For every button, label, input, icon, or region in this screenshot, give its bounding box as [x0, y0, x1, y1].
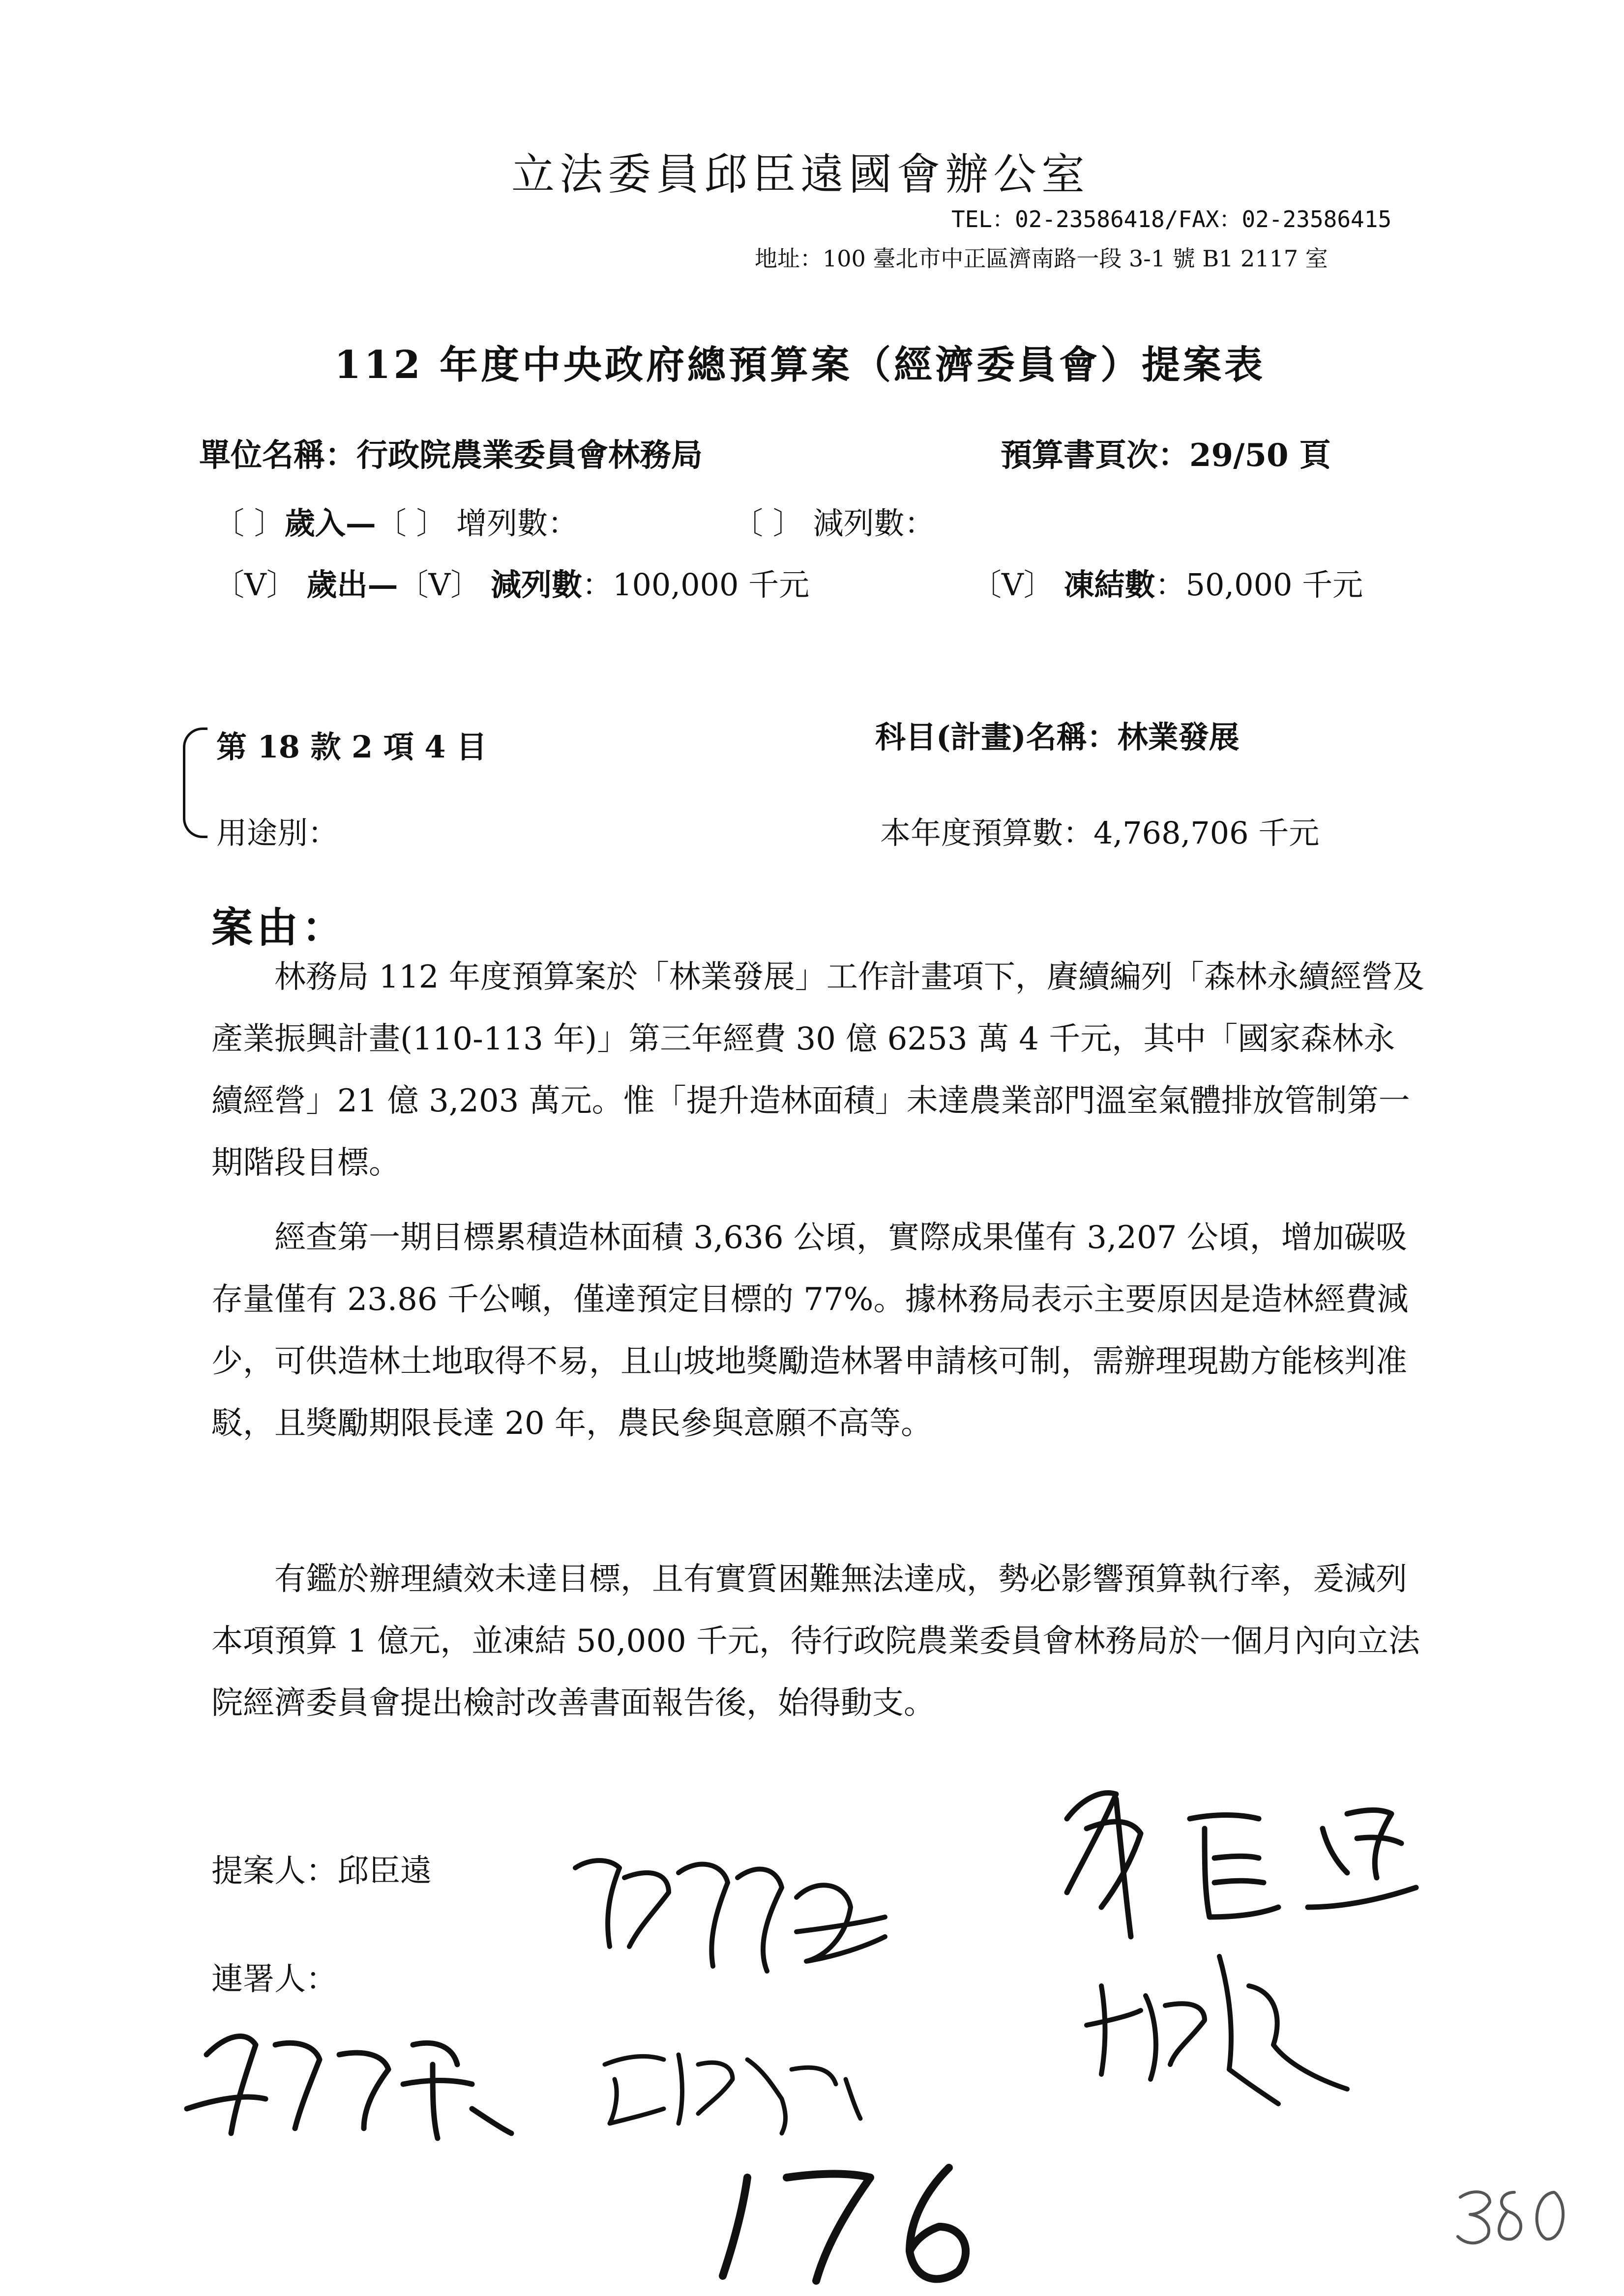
revenue-label: 歲入—	[284, 505, 376, 541]
signature-center	[605, 2055, 860, 2133]
revenue-increase-label: 增列數：	[456, 505, 579, 541]
proposer-name: 邱臣遠	[337, 1853, 432, 1889]
signature-right	[1087, 1956, 1347, 2104]
proposer-label: 提案人：	[211, 1853, 337, 1889]
cosigners-label: 連署人：	[211, 1961, 337, 1998]
budget-amount-label: 本年度預算數：	[880, 815, 1094, 851]
revenue-checkbox: 〔 〕	[214, 505, 285, 541]
unit-label: 單位名稱：	[199, 437, 356, 474]
revenue-decrease-checkbox: 〔 〕	[733, 505, 803, 541]
freeze-value: ：50,000 千元	[1155, 567, 1363, 603]
signature-left	[187, 2036, 511, 2138]
freeze-label: 凍結數	[1063, 567, 1155, 603]
page-ref-value: 29/50 頁	[1189, 437, 1331, 474]
expenditure-decrease-label: 減列數	[491, 567, 583, 603]
corner-number-handwritten	[1458, 2192, 1563, 2243]
signature-proposer	[1067, 1793, 1416, 1937]
usage-label: 用途別：	[216, 815, 339, 851]
page-ref-label: 預算書頁次：	[1001, 437, 1189, 474]
expenditure-decrease-value: ：100,000 千元	[582, 567, 810, 603]
freeze-checkbox: 〔V〕	[971, 567, 1054, 603]
signature-middle	[575, 1860, 885, 1971]
revenue-increase-checkbox: 〔 〕	[376, 505, 447, 541]
subject-value: 林業發展	[1117, 719, 1240, 755]
subject-label: 科目(計畫)名稱：	[875, 719, 1118, 755]
office-tel-fax: TEL：02-23586418/FAX：02-23586415	[951, 206, 1392, 233]
unit-value: 行政院農業委員會林務局	[356, 437, 703, 474]
document-title: 112 年度中央政府總預算案（經濟委員會）提案表	[334, 343, 1266, 387]
revenue-decrease-label: 減列數：	[813, 505, 935, 541]
case-paragraph-2-text: 經查第一期目標累積造林面積 3,636 公頃，實際成果僅有 3,207 公頃，增加碳吸存量僅有 23.86 千公噸，僅達預定目標的 77%。據林務局表示主要原因是造林經費減少，可供造林土地取得不易，且山坡地獎勵造林署申請核可制，需辦理現勘方能核判准駁，且獎勵期限長達 20 年，農民參與意願不高等。	[211, 1220, 1409, 1442]
page-number-handwritten	[723, 2168, 966, 2281]
office-title: 立法委員邱臣遠國會辦公室	[511, 149, 1090, 200]
case-paragraph-1-text: 林務局 112 年度預算案於「林業發展」工作計畫項下，賡續編列「森林永續經營及產業振興計畫(110-113 年)」第三年經費 30 億 6253 萬 4 千元，其中「國家森林永續經營」21 億 3,203 萬元。惟「提升造林面積」未達農業部門溫室氣體排放管制第一期階段目標。	[211, 959, 1424, 1181]
expenditure-checkbox: 〔V〕	[214, 567, 297, 603]
budget-amount-value: 4,768,706 千元	[1093, 815, 1320, 851]
office-address: 地址：100 臺北市中正區濟南路一段 3-1 號 B1 2117 室	[755, 245, 1328, 272]
case-paragraph-3-text: 有鑑於辦理績效未達目標，且有實質困難無法達成，勢必影響預算執行率，爰減列本項預算 1 億元，並凍結 50,000 千元，待行政院農業委員會林務局於一個月內向立法院經濟委員會提出檢討改善書面報告後，始得動支。	[211, 1561, 1420, 1721]
expenditure-decrease-checkbox: 〔V〕	[398, 567, 481, 603]
expenditure-label: 歲出—	[306, 567, 398, 603]
account-code: 第 18 款 2 項 4 目	[216, 729, 487, 765]
case-heading: 案由：	[211, 903, 348, 952]
